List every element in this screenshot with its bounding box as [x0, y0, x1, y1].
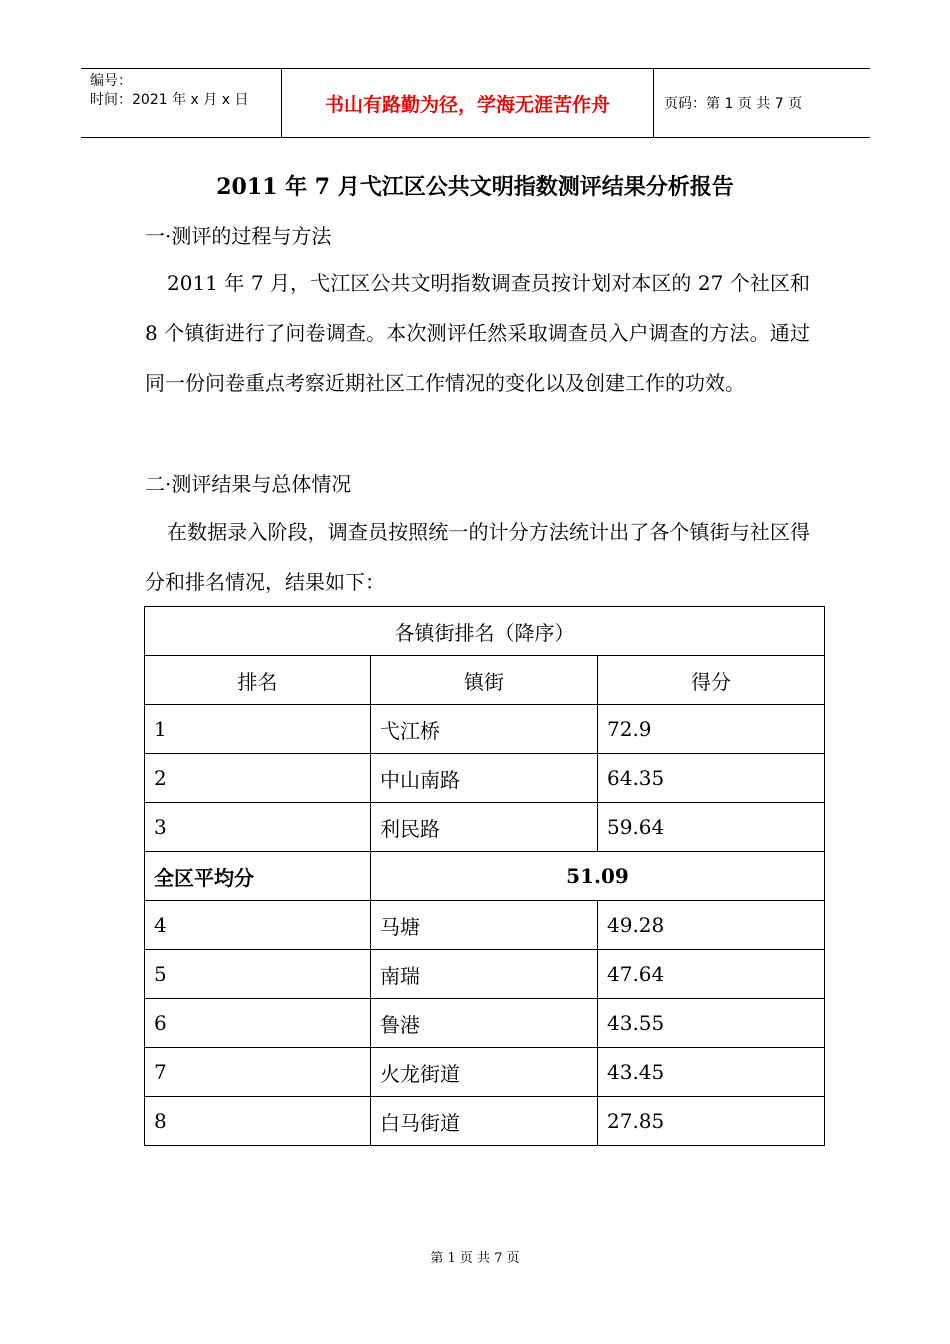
- section-2-paragraph: 在数据录入阶段，调查员按照统一的计分方法统计出了各个镇街与社区得分和排名情况，结果如下：: [145, 520, 810, 594]
- rank-cell: 3: [145, 803, 371, 852]
- score-cell: 27.85: [598, 1097, 825, 1146]
- average-row: [145, 852, 825, 901]
- ranking-table: [144, 606, 825, 1146]
- header-time: 时间：2021 年 x 月 x 日: [90, 92, 249, 108]
- score-cell: 59.64: [598, 803, 825, 852]
- town-cell: 马塘: [371, 901, 598, 950]
- table-row: [145, 1048, 825, 1097]
- table-row: [145, 754, 825, 803]
- rank-cell: 8: [145, 1097, 371, 1146]
- header-page-info: 页码：第 1 页 共 7 页: [664, 96, 803, 112]
- section-1-paragraph: 2011 年 7 月，弋江区公共文明指数调查员按计划对本区的 27 个社区和 8 个镇街进行了问卷调查。本次测评任然采取调查员入户调查的方法。通过同一份问卷重点考察近期社区工作情况的变化以及创建工作的功效。: [145, 271, 810, 395]
- document-title: 2011 年 7 月弋江区公共文明指数测评结果分析报告: [216, 174, 734, 200]
- town-cell: 火龙街道: [371, 1048, 598, 1097]
- header-number: 编号：: [90, 73, 132, 89]
- header-score: 得分: [598, 656, 825, 705]
- rank-cell: 4: [145, 901, 371, 950]
- score-cell: 47.64: [598, 950, 825, 999]
- town-cell: 中山南路: [371, 754, 598, 803]
- rank-cell: 7: [145, 1048, 371, 1097]
- table-caption: 各镇街排名（降序）: [145, 607, 825, 656]
- page-header: [81, 68, 870, 138]
- town-cell: 鲁港: [371, 999, 598, 1048]
- score-cell: 72.9: [598, 705, 825, 754]
- town-cell: 白马街道: [371, 1097, 598, 1146]
- rank-cell: 6: [145, 999, 371, 1048]
- score-cell: 49.28: [598, 901, 825, 950]
- rank-cell: 2: [145, 754, 371, 803]
- table-row: [145, 999, 825, 1048]
- average-label: 全区平均分: [145, 852, 371, 901]
- table-row: [145, 705, 825, 754]
- section-1-heading: 一·测评的过程与方法: [145, 224, 332, 248]
- header-meta: [81, 69, 281, 137]
- score-cell: 64.35: [598, 754, 825, 803]
- table-row: [145, 950, 825, 999]
- table-header-row: [145, 656, 825, 705]
- town-cell: 利民路: [371, 803, 598, 852]
- header-motto: 书山有路勤为径，学海无涯苦作舟: [281, 69, 654, 137]
- rank-cell: 1: [145, 705, 371, 754]
- average-value: 51.09: [371, 852, 825, 901]
- table-row: [145, 803, 825, 852]
- header-town: 镇街: [371, 656, 598, 705]
- rank-cell: 5: [145, 950, 371, 999]
- table-row: [145, 901, 825, 950]
- score-cell: 43.45: [598, 1048, 825, 1097]
- town-cell: 南瑞: [371, 950, 598, 999]
- page-footer: 第 1 页 共 7 页: [430, 1251, 520, 1266]
- score-cell: 43.55: [598, 999, 825, 1048]
- section-2-heading: 二·测评结果与总体情况: [145, 472, 352, 496]
- town-cell: 弋江桥: [371, 705, 598, 754]
- table-row: [145, 1097, 825, 1146]
- header-rank: 排名: [145, 656, 371, 705]
